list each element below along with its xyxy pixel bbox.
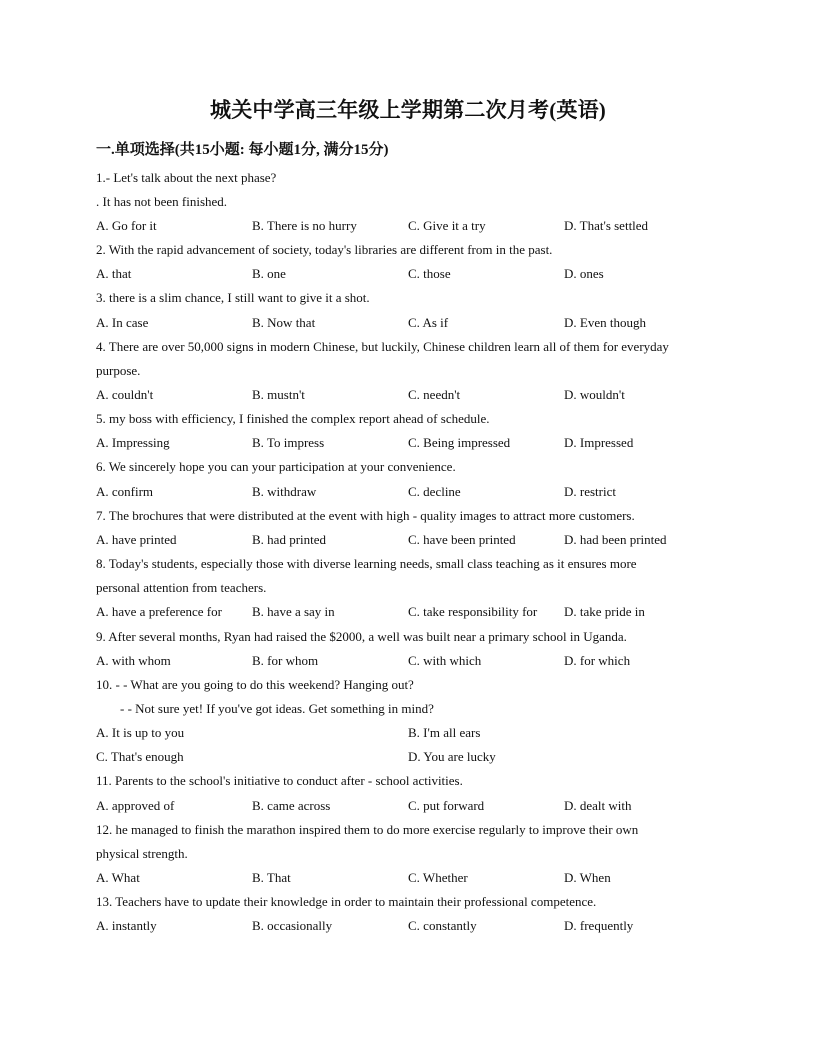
question-10-option-a: A. It is up to you — [96, 725, 185, 740]
question-5-option-d: D. Impressed — [564, 435, 634, 450]
question-13-stem: 13. Teachers have to update their knowledge in order to maintain their professional competence. — [96, 894, 597, 909]
question-12-stem: 12. he managed to finish the marathon inspired them to do more exercise regularly to improve their own — [96, 822, 639, 837]
question-4-option-c: C. needn't — [408, 387, 461, 402]
question-4-option-b: B. mustn't — [252, 387, 305, 402]
question-5-option-b: B. To impress — [252, 435, 325, 450]
question-8-option-b: B. have a say in — [252, 604, 335, 619]
question-9-option-d: D. for which — [564, 653, 631, 668]
question-8-stem: 8. Today's students, especially those with diverse learning needs, small class teaching as it ensures more — [96, 556, 637, 571]
question-11-option-a: A. approved of — [96, 798, 175, 813]
question-3-option-c: C. As if — [408, 315, 449, 330]
question-5-option-c: C. Being impressed — [408, 435, 511, 450]
question-1-option-d: D. That's settled — [564, 218, 649, 233]
question-11-option-c: C. put forward — [408, 798, 485, 813]
question-13-option-a: A. instantly — [96, 918, 157, 933]
question-6-option-d: D. restrict — [564, 484, 616, 499]
question-3-option-a: A. In case — [96, 315, 149, 330]
question-6-stem: 6. We sincerely hope you can your participation at your convenience. — [96, 459, 456, 474]
question-12-option-b: B. That — [252, 870, 291, 885]
question-4-stem-continued: purpose. — [96, 363, 141, 378]
question-6-option-c: C. decline — [408, 484, 461, 499]
section-title: 一.单项选择(共15小题: 每小题1分, 满分15分) — [96, 142, 389, 158]
question-6-option-a: A. confirm — [96, 484, 154, 499]
question-11-option-d: D. dealt with — [564, 798, 632, 813]
question-1-dialogue-reply: . It has not been finished. — [96, 194, 228, 209]
question-10-option-c: C. That's enough — [96, 749, 184, 764]
question-6-option-b: B. withdraw — [252, 484, 317, 499]
page-title: 城关中学高三年级上学期第二次月考(英语) — [210, 98, 606, 122]
question-9-stem: 9. After several months, Ryan had raised the $2000, a well was built near a primary school in Uganda. — [96, 629, 627, 644]
question-13-option-d: D. frequently — [564, 918, 634, 933]
question-7-option-c: C. have been printed — [408, 532, 516, 547]
question-3-stem: 3. there is a slim chance, I still want to give it a shot. — [96, 290, 370, 305]
question-2-option-b: B. one — [252, 266, 286, 281]
question-4-stem: 4. There are over 50,000 signs in modern Chinese, but luckily, Chinese children learn all of them for everyday — [96, 339, 669, 354]
question-1-option-b: B. There is no hurry — [252, 218, 357, 233]
question-2-option-a: A. that — [96, 266, 132, 281]
question-13-option-b: B. occasionally — [252, 918, 333, 933]
question-8-option-c: C. take responsibility for — [408, 604, 538, 619]
question-10-option-d: D. You are lucky — [408, 749, 496, 764]
question-13-option-c: C. constantly — [408, 918, 477, 933]
question-3-option-b: B. Now that — [252, 315, 316, 330]
question-9-option-c: C. with which — [408, 653, 482, 668]
question-2-option-c: C. those — [408, 266, 451, 281]
question-4-option-a: A. couldn't — [96, 387, 154, 402]
question-4-option-d: D. wouldn't — [564, 387, 625, 402]
question-2-option-d: D. ones — [564, 266, 604, 281]
question-9-option-b: B. for whom — [252, 653, 319, 668]
question-11-option-b: B. came across — [252, 798, 331, 813]
question-1-option-c: C. Give it a try — [408, 218, 486, 233]
question-10-option-b: B. I'm all ears — [408, 725, 481, 740]
question-5-stem: 5. my boss with efficiency, I finished the complex report ahead of schedule. — [96, 411, 490, 426]
question-5-option-a: A. Impressing — [96, 435, 170, 450]
question-7-option-a: A. have printed — [96, 532, 177, 547]
question-7-option-b: B. had printed — [252, 532, 327, 547]
question-3-option-d: D. Even though — [564, 315, 646, 330]
question-12-option-d: D. When — [564, 870, 611, 885]
question-11-stem: 11. Parents to the school's initiative to conduct after - school activities. — [96, 773, 463, 788]
question-8-option-d: D. take pride in — [564, 604, 645, 619]
question-12-stem-continued: physical strength. — [96, 846, 188, 861]
question-7-option-d: D. had been printed — [564, 532, 667, 547]
question-12-option-a: A. What — [96, 870, 140, 885]
question-12-option-c: C. Whether — [408, 870, 468, 885]
question-10-stem: 10. - - What are you going to do this weekend? Hanging out? — [96, 677, 414, 692]
question-7-stem: 7. The brochures that were distributed at the event with high - quality images to attract more customers. — [96, 508, 635, 523]
question-2-stem: 2. With the rapid advancement of society, today's libraries are different from in the past. — [96, 242, 553, 257]
question-8-stem-continued: personal attention from teachers. — [96, 580, 267, 595]
question-1-option-a: A. Go for it — [96, 218, 157, 233]
question-8-option-a: A. have a preference for — [96, 604, 222, 619]
question-10-dialogue-reply: - - Not sure yet! If you've got ideas. Get something in mind? — [120, 701, 434, 716]
question-9-option-a: A. with whom — [96, 653, 171, 668]
question-1-stem: 1.- Let's talk about the next phase? — [96, 170, 277, 185]
